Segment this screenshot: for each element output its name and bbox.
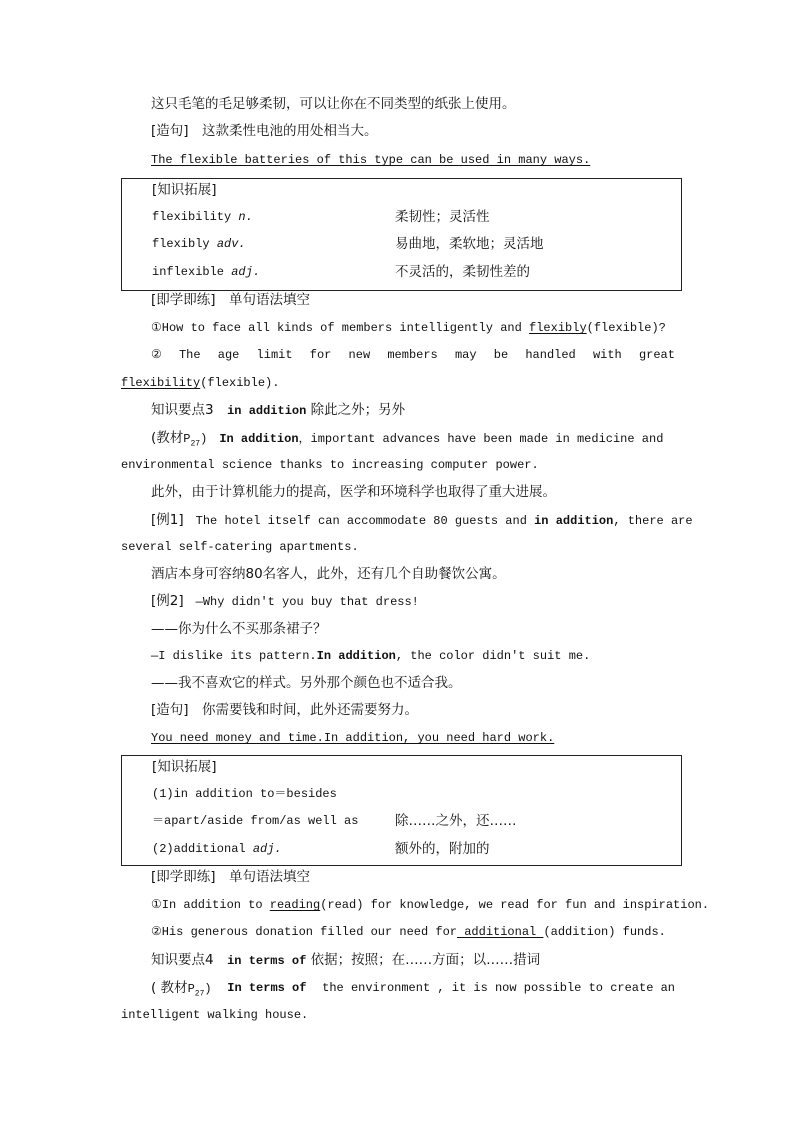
exercise-item: ①How to face all kinds of members intelligently and flexibly(flexible)? — [151, 321, 666, 335]
answer: flexibly — [529, 321, 587, 335]
exercise-item: ② The age limit for new members may be handled with great — [151, 348, 675, 362]
textbook-source: (教材$P_{27}$) In addition，important advances have been made in medicine and — [151, 430, 664, 449]
word-entry: flexibility n. — [152, 210, 253, 224]
practice-title: [即学即练] 单句语法填空 — [151, 292, 311, 308]
textbook-source-cont: environmental science thanks to increasing computer power. — [121, 458, 539, 472]
word-meaning: 不灵活的，柔韧性差的 — [395, 264, 530, 280]
translation-line: 此外，由于计算机能力的提高，医学和环境科学也取得了重大进展。 — [151, 484, 556, 500]
translation-line: ——我不喜欢它的样式。另外那个颜色也不适合我。 — [151, 675, 462, 691]
word-meaning: 柔韧性；灵活性 — [395, 209, 490, 225]
sentence-making-answer: The flexible batteries of this type can be used in many ways. — [151, 153, 591, 167]
translation-line: ——你为什么不买那条裙子？ — [151, 621, 327, 637]
word-entry: (2)additional adj. — [152, 842, 282, 856]
answer: additional — [457, 925, 544, 939]
textbook-source-cont: intelligent walking house. — [121, 1008, 309, 1022]
knowledge-extension-box — [121, 755, 682, 866]
knowledge-extension-box — [121, 178, 682, 291]
translation-line: 这只毛笔的毛足够柔韧，可以让你在不同类型的纸张上使用。 — [151, 96, 516, 112]
sentence-making-prompt: [造句] 这款柔性电池的用处相当大。 — [151, 123, 378, 139]
example-2-answer: —I dislike its pattern.In addition, the color didn't suit me. — [151, 649, 591, 663]
sentence-making-prompt: [造句] 你需要钱和时间，此外还需要努力。 — [151, 702, 419, 718]
translation-line: 酒店本身可容纳80名客人，此外，还有几个自助餐饮公寓。 — [151, 566, 506, 582]
practice-title: [即学即练] 单句语法填空 — [151, 869, 311, 885]
example-1-cont: several self-catering apartments. — [121, 540, 359, 554]
answer: flexibility — [121, 376, 201, 390]
sentence-making-answer: You need money and time.In addition, you need hard work. — [151, 731, 555, 745]
example-2: [例2] —Why didn't you buy that dress! — [151, 593, 419, 609]
box-title: [知识拓展] — [152, 182, 217, 198]
word-entry: flexibly adv. — [152, 237, 246, 251]
exercise-item-cont: flexibility(flexible). — [121, 376, 280, 390]
phrase-entry: (1)in addition to＝besides — [152, 787, 337, 801]
box-title: [知识拓展] — [152, 759, 217, 775]
answer: reading — [269, 898, 321, 912]
sentence-making-tag: [造句] — [151, 123, 189, 139]
exercise-item: ①In addition to reading(read) for knowledge, we read for fun and inspiration. — [151, 898, 710, 912]
phrase-meaning: 除……之外，还…… — [395, 813, 517, 829]
knowledge-point-heading: 知识要点3 in addition 除此之外；另外 — [151, 402, 406, 418]
knowledge-point-heading: 知识要点4 in terms of 依据；按照；在……方面；以……措词 — [151, 952, 541, 968]
word-entry: inflexible adj. — [152, 265, 261, 279]
word-meaning: 额外的，附加的 — [395, 841, 490, 857]
exercise-item: ②His generous donation filled our need for additional (addition) funds. — [151, 925, 666, 939]
example-1: [例1] The hotel itself can accommodate 80 guests and in addition, there are — [151, 512, 693, 528]
phrase-entry: ＝apart/aside from/as well as — [152, 814, 359, 828]
word-meaning: 易曲地，柔软地；灵活地 — [395, 236, 544, 252]
textbook-source: ( 教材$P_{27}$) In terms of the environment , it is now possible to create an — [151, 980, 675, 999]
